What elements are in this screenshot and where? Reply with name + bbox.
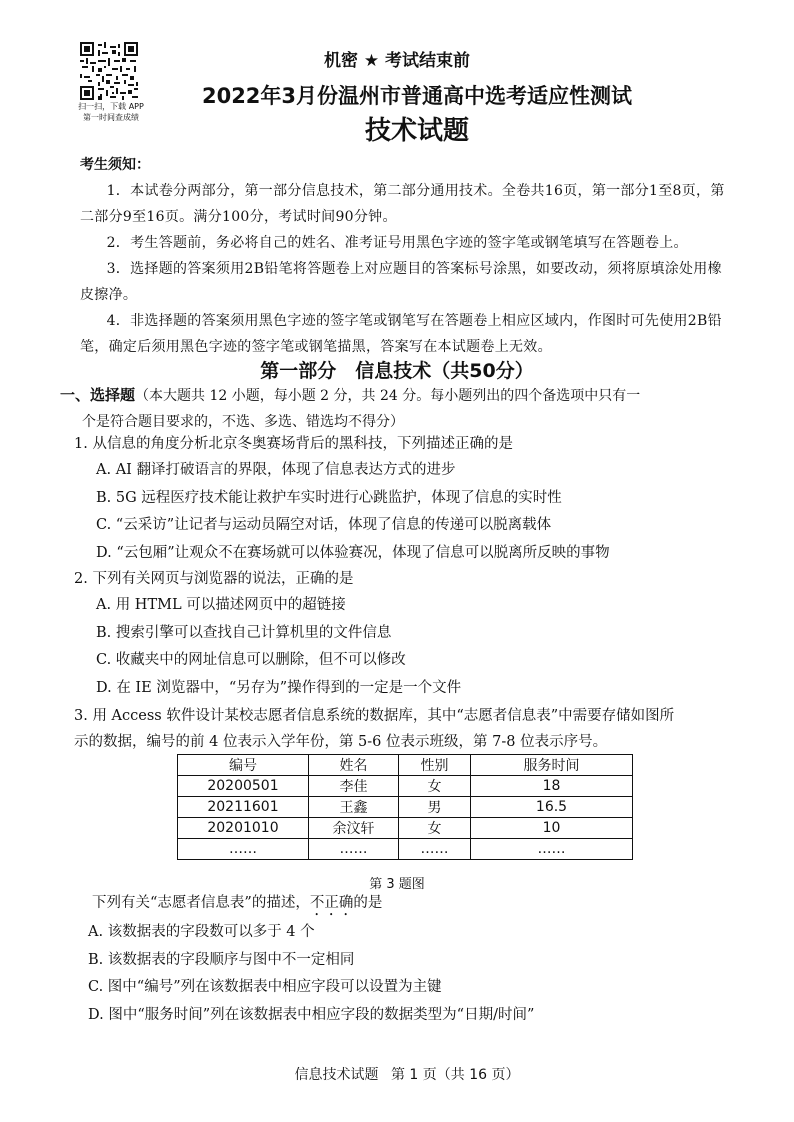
section-note-cont: 个是符合题目要求的，不选、多选、错选均不得分） <box>82 414 404 430</box>
confidential-label: 机密 ★ 考试结束前 <box>323 51 471 71</box>
question-3-options <box>74 890 754 1029</box>
column-header: 编号 <box>178 755 309 776</box>
table-cell: 20201010 <box>178 818 309 839</box>
figure-caption: 第 3 题图 <box>369 877 425 892</box>
question-2 <box>74 566 754 702</box>
volunteer-table <box>177 754 633 860</box>
option-b: B. 该数据表的字段顺序与图中不一定相同 <box>88 951 355 968</box>
option-a: A. AI 翻译打破语言的界限，体现了信息表达方式的进步 <box>96 462 456 478</box>
option-a: A. 该数据表的字段数可以多于 4 个 <box>88 924 315 940</box>
table-cell: …… <box>178 839 309 860</box>
table-cell: 20200501 <box>178 776 309 797</box>
question-stem-cont: 示的数据，编号的前 4 位表示入学年份，第 5-6 位表示班级，第 7-8 位表示序号。 <box>74 734 608 750</box>
table-cell: 10 <box>471 818 633 839</box>
lead-text-end: 的是 <box>353 895 383 911</box>
option-d: D. 图中“服务时间”列在该数据表中相应字段的数据类型为“日期/时间” <box>88 1006 535 1023</box>
table-cell: 女 <box>399 818 471 839</box>
table-cell: 18 <box>471 776 633 797</box>
option-c: C. 图中“编号”列在该数据表中相应字段可以设置为主键 <box>88 979 442 995</box>
table-row <box>178 797 633 818</box>
question-1 <box>74 431 754 567</box>
table-cell: …… <box>309 839 399 860</box>
candidate-notice <box>80 152 730 360</box>
option-a: A. 用 HTML 可以描述网页中的超链接 <box>96 597 346 613</box>
section-header <box>60 382 740 435</box>
section-note: （本大题共 12 小题，每小题 2 分，共 24 分。每小题列出的四个备选项中只有一 <box>135 388 641 404</box>
column-header: 姓名 <box>309 755 399 776</box>
option-c: C. “云采访”让记者与运动员隔空对话，体现了信息的传递可以脱离载体 <box>96 517 552 533</box>
qr-caption-line1: 扫一扫，下载 APP <box>78 102 144 111</box>
table-row <box>178 839 633 860</box>
notice-item: 3．选择题的答案须用2B铅笔将答题卷上对应题目的答案标号涂黑，如要改动，须将原填涂处用橡皮擦净。 <box>80 261 722 303</box>
subject-title: 技术试题 <box>364 116 469 146</box>
column-header: 服务时间 <box>471 755 633 776</box>
notice-title: 考生须知： <box>80 157 150 173</box>
section-head: 一、选择题 <box>60 386 136 404</box>
table-cell: …… <box>399 839 471 860</box>
column-header: 性别 <box>399 755 471 776</box>
table-cell: 16.5 <box>471 797 633 818</box>
exam-title: 2022年3月份温州市普通高中选考适应性测试 <box>201 84 633 108</box>
notice-item: 1．本试卷分两部分，第一部分信息技术，第二部分通用技术。全卷共16页，第一部分1至8页，第二部分9至16页。满分100分，考试时间90分钟。 <box>80 183 725 225</box>
table-cell: 男 <box>399 797 471 818</box>
option-d: D. 在 IE 浏览器中，“另存为”操作得到的一定是一个文件 <box>96 679 462 696</box>
table-row <box>178 818 633 839</box>
lead-text: 下列有关“志愿者信息表”的描述， <box>92 895 310 911</box>
question-stem: 1. 从信息的角度分析北京冬奥赛场背后的黑科技，下列描述正确的是 <box>74 436 513 452</box>
part-title: 第一部分 信息技术（共50分） <box>260 360 534 382</box>
question-stem: 3. 用 Access 软件设计某校志愿者信息系统的数据库，其中“志愿者信息表”中需要存储如图所 <box>74 708 675 724</box>
page-footer <box>0 1064 794 1084</box>
question-lead <box>74 890 754 919</box>
table-row <box>178 776 633 797</box>
table-header-row <box>178 755 633 776</box>
table-cell: 王鑫 <box>309 797 399 818</box>
option-d: D. “云包厢”让观众不在赛场就可以体验赛况，体现了信息可以脱离所反映的事物 <box>96 544 610 561</box>
notice-item: 2．考生答题前，务必将自己的姓名、准考证号用黑色字迹的签字笔或钢笔填写在答题卷上。 <box>106 235 688 251</box>
question-stem: 2. 下列有关网页与浏览器的说法，正确的是 <box>74 571 354 587</box>
option-c: C. 收藏夹中的网址信息可以删除，但不可以修改 <box>96 652 406 668</box>
table-cell: 20211601 <box>178 797 309 818</box>
option-b: B. 5G 远程医疗技术能让救护车实时进行心跳监护，体现了信息的实时性 <box>96 489 562 506</box>
footer-page-number: 第 1 页（共 16 页） <box>390 1067 520 1083</box>
notice-item: 4．非选择题的答案须用黑色字迹的签字笔或钢笔写在答题卷上相应区域内，作图时可先使用2B铅笔，确定后须用黑色字迹的签字笔或钢笔描黑，答案写在本试题卷上无效。 <box>80 313 722 355</box>
table-cell: …… <box>471 839 633 860</box>
table-cell: 李佳 <box>309 776 399 797</box>
table-cell: 女 <box>399 776 471 797</box>
qr-caption-line2: 第一时间查成绩 <box>83 113 139 122</box>
emphasis-text: 不正确 <box>309 895 354 911</box>
table-cell: 余汶轩 <box>309 818 399 839</box>
option-b: B. 搜索引擎可以查找自己计算机里的文件信息 <box>96 624 392 641</box>
footer-subject: 信息技术试题 <box>294 1067 379 1083</box>
question-3 <box>74 703 754 755</box>
